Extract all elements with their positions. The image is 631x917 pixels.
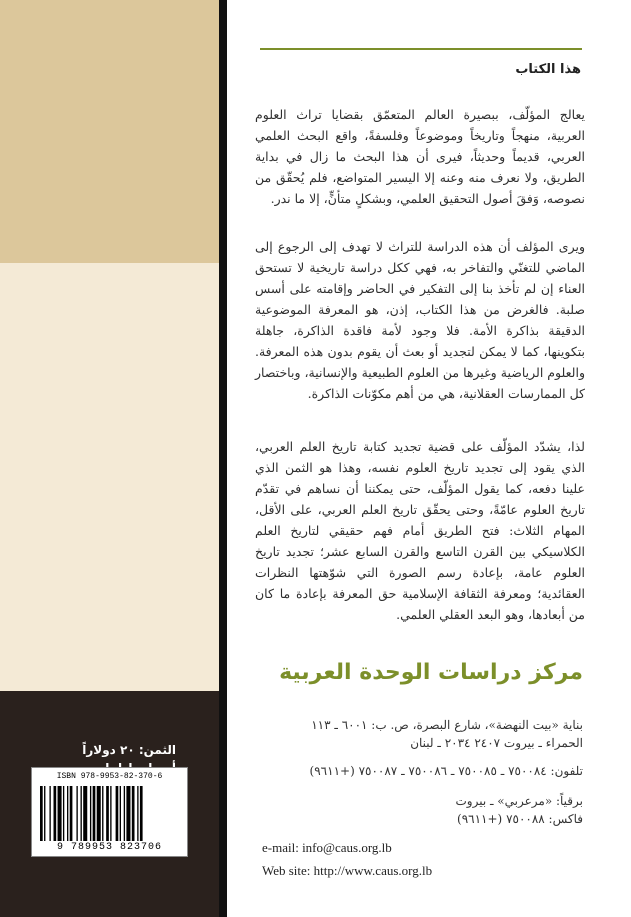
spine-divider (219, 0, 227, 917)
barcode-bar (49, 786, 50, 841)
price-amount: الثمن: ٢٠ دولاراً (82, 743, 176, 757)
barcode-bar (137, 786, 138, 841)
publisher-fax: فاكس: ٧٥٠٠٨٨ (+٩٦١١) (457, 812, 583, 826)
blurb-paragraph: يعالج المؤلّف، ببصيرة العالم المتعمّق بقضايا تراث العلوم العربية، منهجاً وتاريخاً وموضوعاً وفلسفةً، واقع البحث العلمي العربي، قديماً وحديثاً، فيرى أن هذا البحث ما زال في بداية الطريق، ولا نعرف منه وعنه إلا اليسير المتواضع، فلم يُحقّق من نصوصه، وَفقَ أصول التحقيق العلمي، وبشكلٍ متأنٍّ، إلا ما ندر. (255, 107, 585, 206)
publisher-address: الحمراء ـ بيروت ٢٤٠٧ ٢٠٣٤ ـ لبنان (410, 736, 583, 750)
barcode-digits: 9 789953 823706 (56, 842, 162, 853)
barcode-bar (58, 786, 62, 841)
barcode-bar (83, 786, 87, 841)
cover-panel-top (0, 0, 219, 263)
barcode-bar (40, 786, 43, 841)
barcode-bar (76, 786, 77, 841)
barcode-bar (106, 786, 109, 841)
publisher-website[interactable]: Web site: http://www.caus.org.lb (262, 863, 433, 878)
barcode-bar (63, 786, 64, 841)
barcode-bar (140, 786, 143, 841)
cover-panel-middle (0, 263, 219, 691)
barcode-bar (97, 786, 101, 841)
barcode-bar (54, 786, 57, 841)
publisher-address: بناية «بيت النهضة»، شارع البصرة، ص. ب: ٦٠٠١ ـ ١١٣ (311, 718, 583, 732)
publisher-cable: برقياً: «مرعربي» ـ بيروت (455, 794, 583, 808)
heading-rule (260, 48, 582, 50)
publisher-email[interactable]: e-mail: info@caus.org.lb (262, 840, 392, 855)
barcode-bar (93, 786, 96, 841)
barcode-bar (116, 786, 119, 841)
barcode-bar (81, 786, 82, 841)
barcode-bar (44, 786, 45, 841)
publisher-phone: تلفون: ٧٥٠٠٨٤ ـ ٧٥٠٠٨٥ ـ ٧٥٠٠٨٦ ـ ٧٥٠٠٨٧ (+٩٦١١) (309, 764, 583, 778)
barcode-bar (120, 786, 121, 841)
isbn-label: ISBN 978-9953-82-370-6 (56, 772, 163, 781)
barcode-bar (67, 786, 68, 841)
barcode-bar (124, 786, 125, 841)
barcode-bar (70, 786, 73, 841)
publisher-name: مركز دراسات الوحدة العربية (279, 660, 583, 685)
blurb-paragraph: لذا، يشدّد المؤلّف على قضية تجديد كتابة تاريخ العلم العربي، الذي يقود إلى تجديد تاريخ العلوم نفسه، وهذا هو الثمن الذي علينا دفعه، كما يقول المؤلّف، حتى يمكننا أن نساهم في تقدّم تاريخ العلوم عامّةً، وحتى يحقّق تاريخ العلم العربي، على الأقل، المهام الثلاث: فتح الطريق أمام فهم حقيقي لتاريخ العلم الكلاسيكي بين القرن التاسع والقرن السابع عشر؛ تجديد تاريخ العلوم عامة، بإعادة رسم الصورة التي شوّهتها النظرات العقائدية؛ ومعرفة الثقافة الإسلامية حق المعرفة بإعادة ما كان من أبعادها، وهو البعد العقلي العلمي. (255, 439, 585, 622)
section-heading: هذا الكتاب (515, 62, 581, 77)
blurb-paragraph: ويرى المؤلف أن هذه الدراسة للتراث لا تهدف إلى الرجوع إلى الماضي للتغنّي والتفاخر به، فهي ككل دراسة تاريخية لا تستحق العناء إن لم تأخذ بنا إلى التفكير في الحاضر وإقامته على أسس صلبة. فالغرض من هذا الكتاب، إذن، هو المعرفة الموضوعية الدقيقة بذاكرة الأمة. فلا وجود لأمة فاقدة الذاكرة، جاهلة بتكوينها، كما لا يمكن لتجديد أو بعث أن يقوم بدون هذه المعرفة. والعلوم الرياضية وغيرها من العلوم الطبيعية والإنسانية، وباختصار كل الممارسات العقلانية، هي من أهم مكوّنات الذاكرة. (255, 239, 585, 401)
barcode-bar (110, 786, 111, 841)
barcode-bar (90, 786, 91, 841)
barcode (31, 767, 188, 857)
barcode-bar (132, 786, 135, 841)
barcode-bar (126, 786, 130, 841)
barcode-bars (38, 786, 181, 841)
barcode-bar (102, 786, 103, 841)
